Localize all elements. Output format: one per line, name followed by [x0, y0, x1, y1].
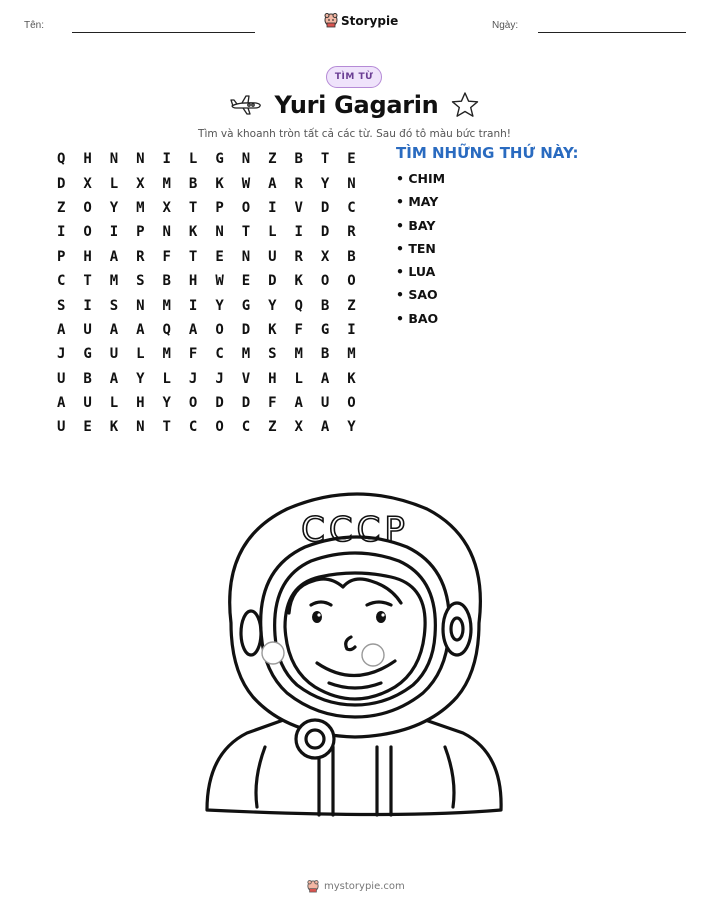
- brand-logo: [324, 13, 398, 28]
- word-list-heading: TÌM NHỮNG THỨ NÀY:: [396, 144, 579, 162]
- grid-cell[interactable]: K: [188, 224, 198, 241]
- grid-cell[interactable]: K: [347, 370, 356, 387]
- grid-cell[interactable]: I: [188, 297, 198, 314]
- grid-cell[interactable]: A: [188, 321, 198, 338]
- grid-cell[interactable]: S: [109, 297, 119, 314]
- grid-cell[interactable]: N: [347, 175, 356, 192]
- grid-cell[interactable]: O: [188, 395, 198, 412]
- name-label: Tên:: [24, 20, 45, 31]
- grid-cell[interactable]: M: [162, 346, 171, 363]
- grid-cell[interactable]: O: [241, 199, 251, 216]
- grid-cell[interactable]: O: [215, 321, 224, 338]
- grid-cell[interactable]: D: [241, 395, 251, 412]
- grid-cell[interactable]: Z: [268, 419, 277, 436]
- grid-cell[interactable]: A: [320, 419, 330, 436]
- grid-cell[interactable]: A: [109, 248, 119, 265]
- grid-cell[interactable]: M: [162, 175, 171, 192]
- grid-cell[interactable]: I: [268, 199, 277, 216]
- airplane-icon: [229, 93, 263, 117]
- grid-cell[interactable]: T: [241, 224, 251, 241]
- grid-cell[interactable]: Y: [215, 297, 224, 314]
- grid-cell[interactable]: R: [347, 224, 356, 241]
- grid-cell[interactable]: A: [56, 395, 66, 412]
- category-badge: TÌM TỪ: [326, 66, 382, 88]
- grid-cell[interactable]: I: [347, 321, 356, 338]
- grid-cell[interactable]: L: [162, 370, 171, 387]
- grid-cell[interactable]: M: [347, 346, 356, 363]
- grid-cell[interactable]: G: [320, 321, 330, 338]
- grid-cell[interactable]: A: [320, 370, 330, 387]
- grid-cell[interactable]: J: [56, 346, 66, 363]
- grid-cell[interactable]: F: [162, 248, 171, 265]
- grid-cell[interactable]: I: [162, 151, 171, 168]
- grid-cell[interactable]: S: [136, 273, 145, 290]
- grid-cell[interactable]: X: [136, 175, 145, 192]
- grid-cell[interactable]: N: [215, 224, 224, 241]
- grid-cell[interactable]: X: [320, 248, 330, 265]
- word-list-item: • CHIM: [396, 171, 446, 186]
- grid-cell[interactable]: O: [347, 395, 356, 412]
- grid-cell[interactable]: I: [109, 224, 119, 241]
- grid-cell[interactable]: N: [136, 419, 145, 436]
- grid-cell[interactable]: I: [56, 224, 66, 241]
- grid-cell[interactable]: B: [320, 346, 330, 363]
- grid-cell[interactable]: A: [109, 321, 119, 338]
- grid-cell[interactable]: E: [347, 151, 356, 168]
- grid-cell[interactable]: J: [215, 370, 224, 387]
- grid-cell[interactable]: X: [162, 199, 171, 216]
- grid-cell[interactable]: K: [294, 273, 303, 290]
- grid-cell[interactable]: Y: [162, 395, 171, 412]
- grid-cell[interactable]: B: [83, 370, 92, 387]
- grid-cell[interactable]: P: [136, 224, 145, 241]
- grid-cell[interactable]: U: [83, 321, 92, 338]
- grid-cell[interactable]: O: [320, 273, 330, 290]
- instructions: Tìm và khoanh tròn tất cả các từ. Sau đó tô màu bức tranh!: [198, 128, 511, 140]
- grid-cell[interactable]: M: [162, 297, 171, 314]
- grid-cell[interactable]: A: [109, 370, 119, 387]
- grid-cell[interactable]: H: [83, 151, 92, 168]
- grid-cell[interactable]: O: [215, 419, 224, 436]
- storypie-mascot-icon: [324, 13, 338, 28]
- grid-cell[interactable]: Y: [347, 419, 356, 436]
- grid-cell[interactable]: D: [56, 175, 66, 192]
- grid-cell[interactable]: D: [241, 321, 251, 338]
- date-label: Ngày:: [492, 20, 519, 31]
- grid-cell[interactable]: B: [188, 175, 198, 192]
- grid-cell[interactable]: Y: [320, 175, 330, 192]
- grid-cell[interactable]: S: [56, 297, 66, 314]
- grid-cell[interactable]: M: [241, 346, 251, 363]
- grid-cell[interactable]: C: [215, 346, 224, 363]
- grid-cell[interactable]: E: [83, 419, 92, 436]
- grid-cell[interactable]: U: [320, 395, 330, 412]
- word-list-item: • SAO: [396, 287, 438, 303]
- grid-cell[interactable]: Q: [56, 151, 66, 168]
- grid-cell[interactable]: L: [109, 395, 119, 412]
- grid-cell[interactable]: R: [294, 248, 303, 265]
- grid-cell[interactable]: U: [109, 346, 119, 363]
- word-list: [396, 171, 445, 334]
- grid-cell[interactable]: U: [56, 419, 66, 436]
- grid-cell[interactable]: T: [188, 199, 198, 216]
- grid-cell[interactable]: L: [268, 224, 277, 241]
- astronaut-illustration: [195, 485, 515, 825]
- grid-cell[interactable]: A: [136, 321, 145, 338]
- grid-cell[interactable]: E: [241, 273, 251, 290]
- grid-cell[interactable]: E: [215, 248, 224, 265]
- grid-cell[interactable]: P: [215, 199, 224, 216]
- star-icon: [450, 91, 480, 119]
- grid-cell[interactable]: C: [241, 419, 251, 436]
- grid-cell[interactable]: N: [241, 248, 251, 265]
- grid-cell[interactable]: O: [83, 224, 92, 241]
- grid-cell[interactable]: P: [56, 248, 66, 265]
- grid-cell[interactable]: W: [241, 175, 251, 192]
- grid-cell[interactable]: N: [136, 151, 145, 168]
- grid-cell[interactable]: O: [83, 199, 92, 216]
- grid-cell[interactable]: T: [162, 419, 171, 436]
- grid-cell[interactable]: M: [136, 199, 145, 216]
- word-search-grid: [48, 147, 365, 440]
- grid-cell[interactable]: X: [83, 175, 92, 192]
- grid-cell[interactable]: N: [109, 151, 119, 168]
- grid-cell[interactable]: L: [109, 175, 119, 192]
- grid-cell[interactable]: L: [188, 151, 198, 168]
- name-line: [72, 32, 255, 33]
- word-list-item: • LUA: [396, 264, 436, 280]
- grid-cell[interactable]: J: [188, 370, 198, 387]
- grid-cell[interactable]: M: [109, 273, 119, 290]
- grid-cell[interactable]: F: [294, 321, 303, 338]
- grid-cell[interactable]: C: [188, 419, 198, 436]
- grid-cell[interactable]: I: [294, 224, 303, 241]
- grid-cell[interactable]: Z: [347, 297, 356, 314]
- grid-cell[interactable]: N: [136, 297, 145, 314]
- grid-cell[interactable]: Z: [268, 151, 277, 168]
- grid-cell[interactable]: Q: [162, 321, 171, 338]
- grid-cell[interactable]: M: [294, 346, 303, 363]
- grid-cell[interactable]: A: [56, 321, 66, 338]
- grid-cell[interactable]: U: [268, 248, 277, 265]
- grid-cell[interactable]: B: [320, 297, 330, 314]
- footer: [307, 880, 405, 893]
- grid-cell[interactable]: B: [294, 151, 303, 168]
- grid-cell[interactable]: F: [188, 346, 198, 363]
- grid-cell[interactable]: N: [241, 151, 251, 168]
- grid-cell[interactable]: S: [268, 346, 277, 363]
- word-list-item: • BAY: [396, 217, 436, 233]
- grid-cell[interactable]: D: [320, 199, 330, 216]
- grid-cell[interactable]: K: [215, 175, 224, 192]
- grid-cell[interactable]: T: [188, 248, 198, 265]
- grid-cell[interactable]: L: [294, 370, 303, 387]
- date-line: [538, 32, 686, 33]
- grid-cell[interactable]: V: [241, 370, 251, 387]
- grid-cell[interactable]: Q: [294, 297, 303, 314]
- grid-cell[interactable]: Z: [56, 199, 66, 216]
- grid-cell[interactable]: A: [268, 175, 277, 192]
- grid-cell[interactable]: C: [56, 273, 66, 290]
- grid-cell[interactable]: X: [294, 419, 303, 436]
- grid-cell[interactable]: F: [268, 395, 277, 412]
- grid-cell[interactable]: W: [215, 273, 224, 290]
- word-list-item: • TEN: [396, 240, 436, 256]
- grid-cell[interactable]: I: [83, 297, 92, 314]
- grid-cell[interactable]: G: [83, 346, 92, 363]
- grid-cell[interactable]: Y: [109, 199, 119, 216]
- grid-cell[interactable]: H: [136, 395, 145, 412]
- page-title: Yuri Gagarin: [274, 91, 439, 119]
- grid-cell[interactable]: B: [162, 273, 171, 290]
- grid-cell[interactable]: T: [83, 273, 92, 290]
- grid-cell[interactable]: G: [241, 297, 251, 314]
- grid-cell[interactable]: T: [320, 151, 330, 168]
- grid-cell[interactable]: K: [268, 321, 277, 338]
- grid-cell[interactable]: A: [294, 395, 303, 412]
- grid-cell[interactable]: O: [347, 273, 356, 290]
- grid-cell[interactable]: Y: [136, 370, 145, 387]
- grid-cell[interactable]: V: [294, 199, 303, 216]
- word-list-item: • BAO: [396, 310, 439, 326]
- footer-url[interactable]: mystorypie.com: [324, 881, 405, 892]
- grid-cell[interactable]: R: [294, 175, 303, 192]
- helmet-text: CCCP: [301, 510, 409, 550]
- grid-cell[interactable]: H: [83, 248, 92, 265]
- grid-cell[interactable]: D: [320, 224, 330, 241]
- grid-cell[interactable]: D: [215, 395, 224, 412]
- grid-cell[interactable]: N: [162, 224, 171, 241]
- storypie-mascot-icon: [307, 880, 319, 893]
- grid-cell[interactable]: D: [268, 273, 277, 290]
- grid-cell[interactable]: U: [83, 395, 92, 412]
- brand-name: Storypie: [341, 13, 399, 28]
- grid-cell[interactable]: K: [109, 419, 119, 436]
- grid-cell[interactable]: H: [188, 273, 198, 290]
- title-row: [0, 91, 709, 119]
- grid-cell[interactable]: G: [215, 151, 224, 168]
- grid-cell[interactable]: U: [56, 370, 66, 387]
- grid-cell[interactable]: R: [136, 248, 145, 265]
- grid-cell[interactable]: L: [136, 346, 145, 363]
- grid-cell[interactable]: Y: [268, 297, 277, 314]
- grid-cell[interactable]: B: [347, 248, 356, 265]
- grid-cell[interactable]: H: [268, 370, 277, 387]
- grid-cell[interactable]: C: [347, 199, 356, 216]
- word-list-item: • MAY: [396, 194, 439, 210]
